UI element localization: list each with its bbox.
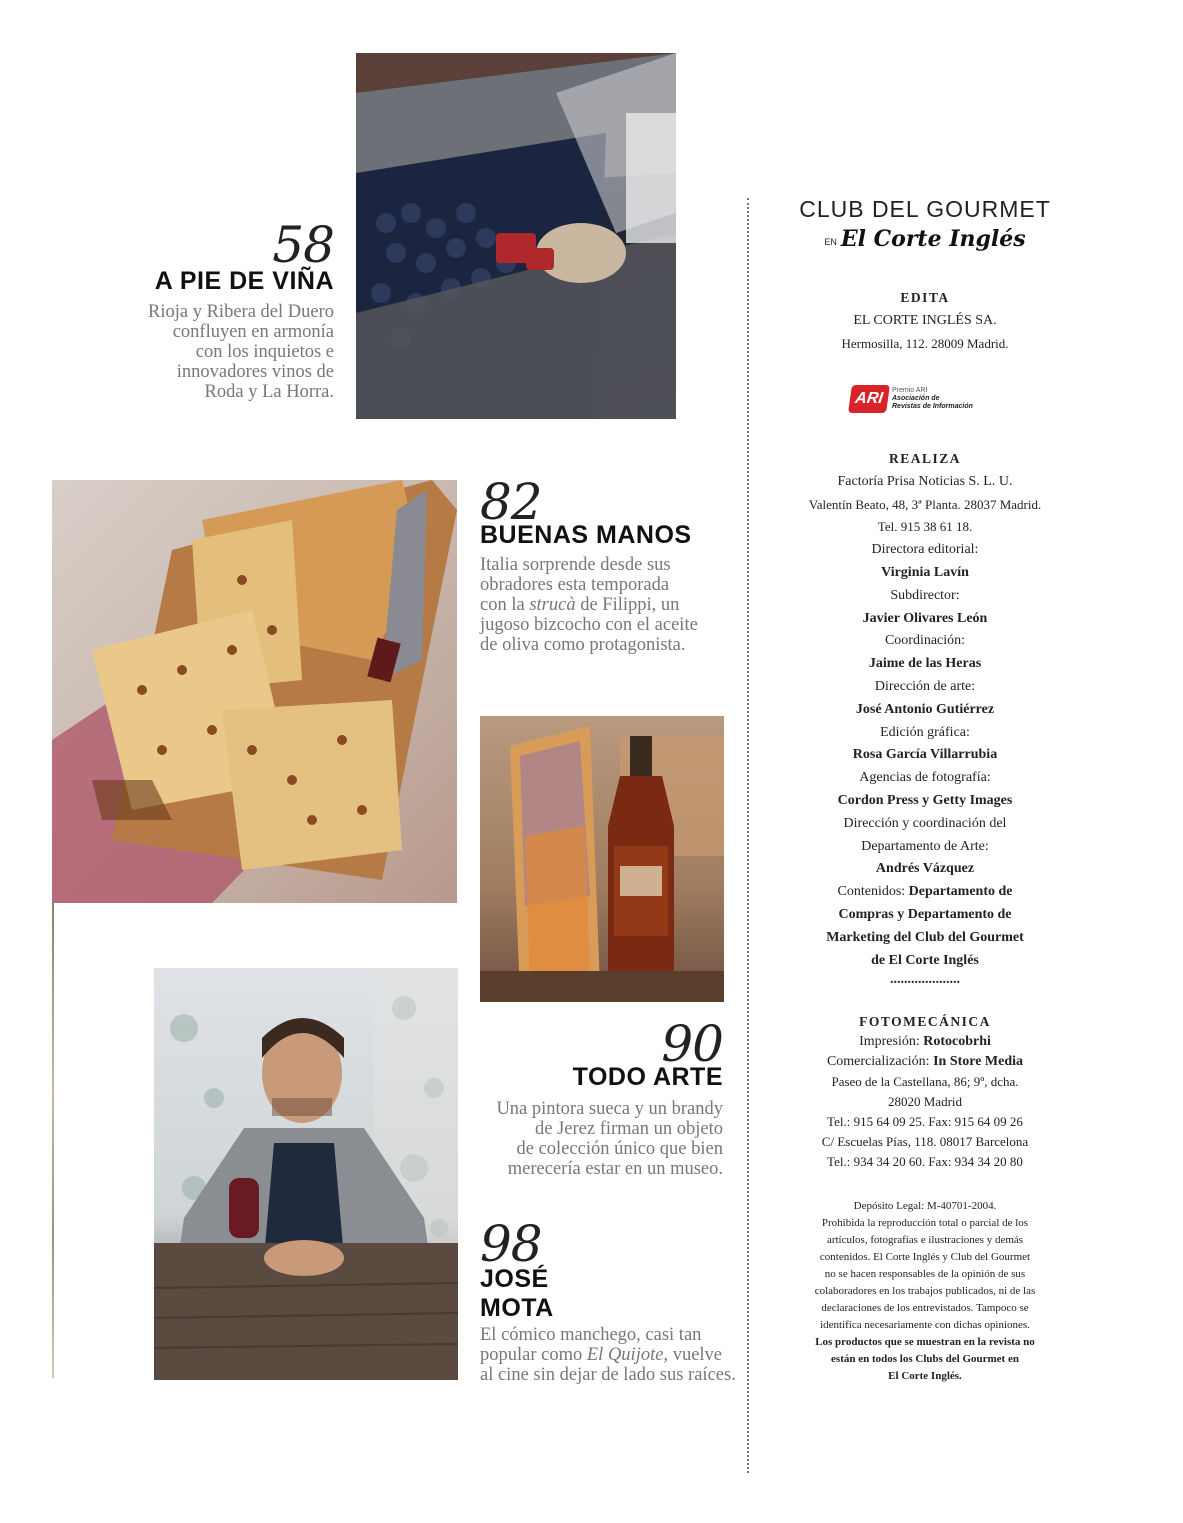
article-90-description: Una pintora sueca y un brandy de Jerez firman un objeto de colección único que bien merecería estar en un museo.: [496, 1099, 723, 1179]
article-98-number: 98: [480, 1215, 542, 1273]
edita-label: EDITA: [900, 290, 950, 305]
article-90-number: 90: [661, 1015, 723, 1073]
strucca-cake-photo: [52, 480, 457, 903]
grape-harvest-photo: [356, 53, 676, 419]
realiza-block: REALIZA Factoría Prisa Noticias S. L. U. Valentín Beato, 48, 3ª Planta. 28037 Madrid. Tel. 915 38 61 18. Directora editorial: Virginia Lavín Subdirector: Javier Olivares León Coordinación: Jaime de las Heras Dirección de arte: José Antonio Gutiérrez Edición gráfica: Rosa García Villarrubia Agencias de fotografía: Cordon Press y Getty Images Dirección y coordinación del Departamento de Arte: Andrés Vázquez Contenidos: Departamento de Compras y Departamento de Marketing del Club del Gourmet de El Corte Inglés ....................: [765, 448, 1085, 988]
article-58-title: A PIE DE VIÑA: [154, 267, 334, 295]
article-90-title: TODO ARTE: [572, 1063, 723, 1091]
article-58-description: Rioja y Ribera del Duero confluyen en armonía con los inquietos e innovadores vinos de Roda y La Horra.: [148, 302, 334, 402]
brandy-bottle-photo: [480, 716, 724, 1002]
article-82-title: BUENAS MANOS: [480, 521, 692, 549]
edita-address: Hermosilla, 112. 28009 Madrid.: [841, 335, 1009, 351]
article-82-description: Italia sorprende desde sus obradores esta temporada con la strucà de Filippi, un jugoso bizcocho con el aceite de oliva como protagonista.: [480, 555, 698, 655]
jose-mota-portrait-photo: [154, 968, 458, 1380]
realiza-address: Valentín Beato, 48, 3ª Planta. 28037 Madrid.: [808, 496, 1042, 512]
article-98-description: El cómico manchego, casi tan popular como El Quijote, vuelve al cine sin dejar de lado sus raíces.: [480, 1325, 736, 1385]
edita-company: EL CORTE INGLÉS SA.: [853, 312, 997, 328]
grape-harvest-illustration: [356, 53, 676, 419]
el-corte-ingles-logo: EN El Corte Inglés: [824, 226, 1026, 252]
article-58-number: 58: [272, 216, 334, 274]
legal-notice: Depósito Legal: M-40701-2004. Prohibida la reproducción total o parcial de los artículos, fotografías e ilustraciones y demás contenidos. El Corte Inglés y Club del Gourmet no se hacen responsables de la opinión de sus colaboradores en los trabajos publicados, ni de las declaraciones de los entrevistados. Tampoco se identifica necesariamente con dichas opiniones. Los productos que se muestran en la revista no están en todos los Clubs del Gourmet en El Corte Inglés.: [814, 1200, 1036, 1382]
ari-badge: ARI: [848, 385, 890, 413]
fotomecanica-block: FOTOMECÁNICA Impresión: Rotocobrhi Comercialización: In Store Media Paseo de la Castellana, 86; 9º, dcha. 28020 Madrid Tel.: 915 64 09 25. Fax: 915 64 09 26 C/ Escuelas Pías, 118. 08017 Barcelona Tel.: 934 34 20 60. Fax: 934 34 20 80: [765, 1012, 1085, 1172]
page-edge-strip: [52, 903, 54, 1378]
realiza-tel: Tel. 915 38 61 18.: [877, 519, 973, 535]
realiza-company: Factoría Prisa Noticias S. L. U.: [837, 473, 1013, 489]
cake-illustration: [52, 480, 457, 903]
article-98-title: JOSÉ MOTA: [480, 1265, 554, 1322]
article-82-number: 82: [480, 473, 542, 531]
ari-award-logo: ARI Premio ARI Asociación de Revistas de Información: [850, 385, 973, 413]
portrait-illustration: [154, 968, 458, 1380]
brandy-illustration: [480, 716, 724, 1002]
realiza-label: REALIZA: [888, 451, 961, 466]
fotomecanica-label: FOTOMECÁNICA: [859, 1014, 991, 1029]
column-divider: [747, 198, 749, 1473]
separator: ....................: [890, 972, 960, 988]
edita-block: [765, 287, 1085, 355]
club-del-gourmet-logo: CLUB DEL GOURMET: [799, 196, 1051, 222]
